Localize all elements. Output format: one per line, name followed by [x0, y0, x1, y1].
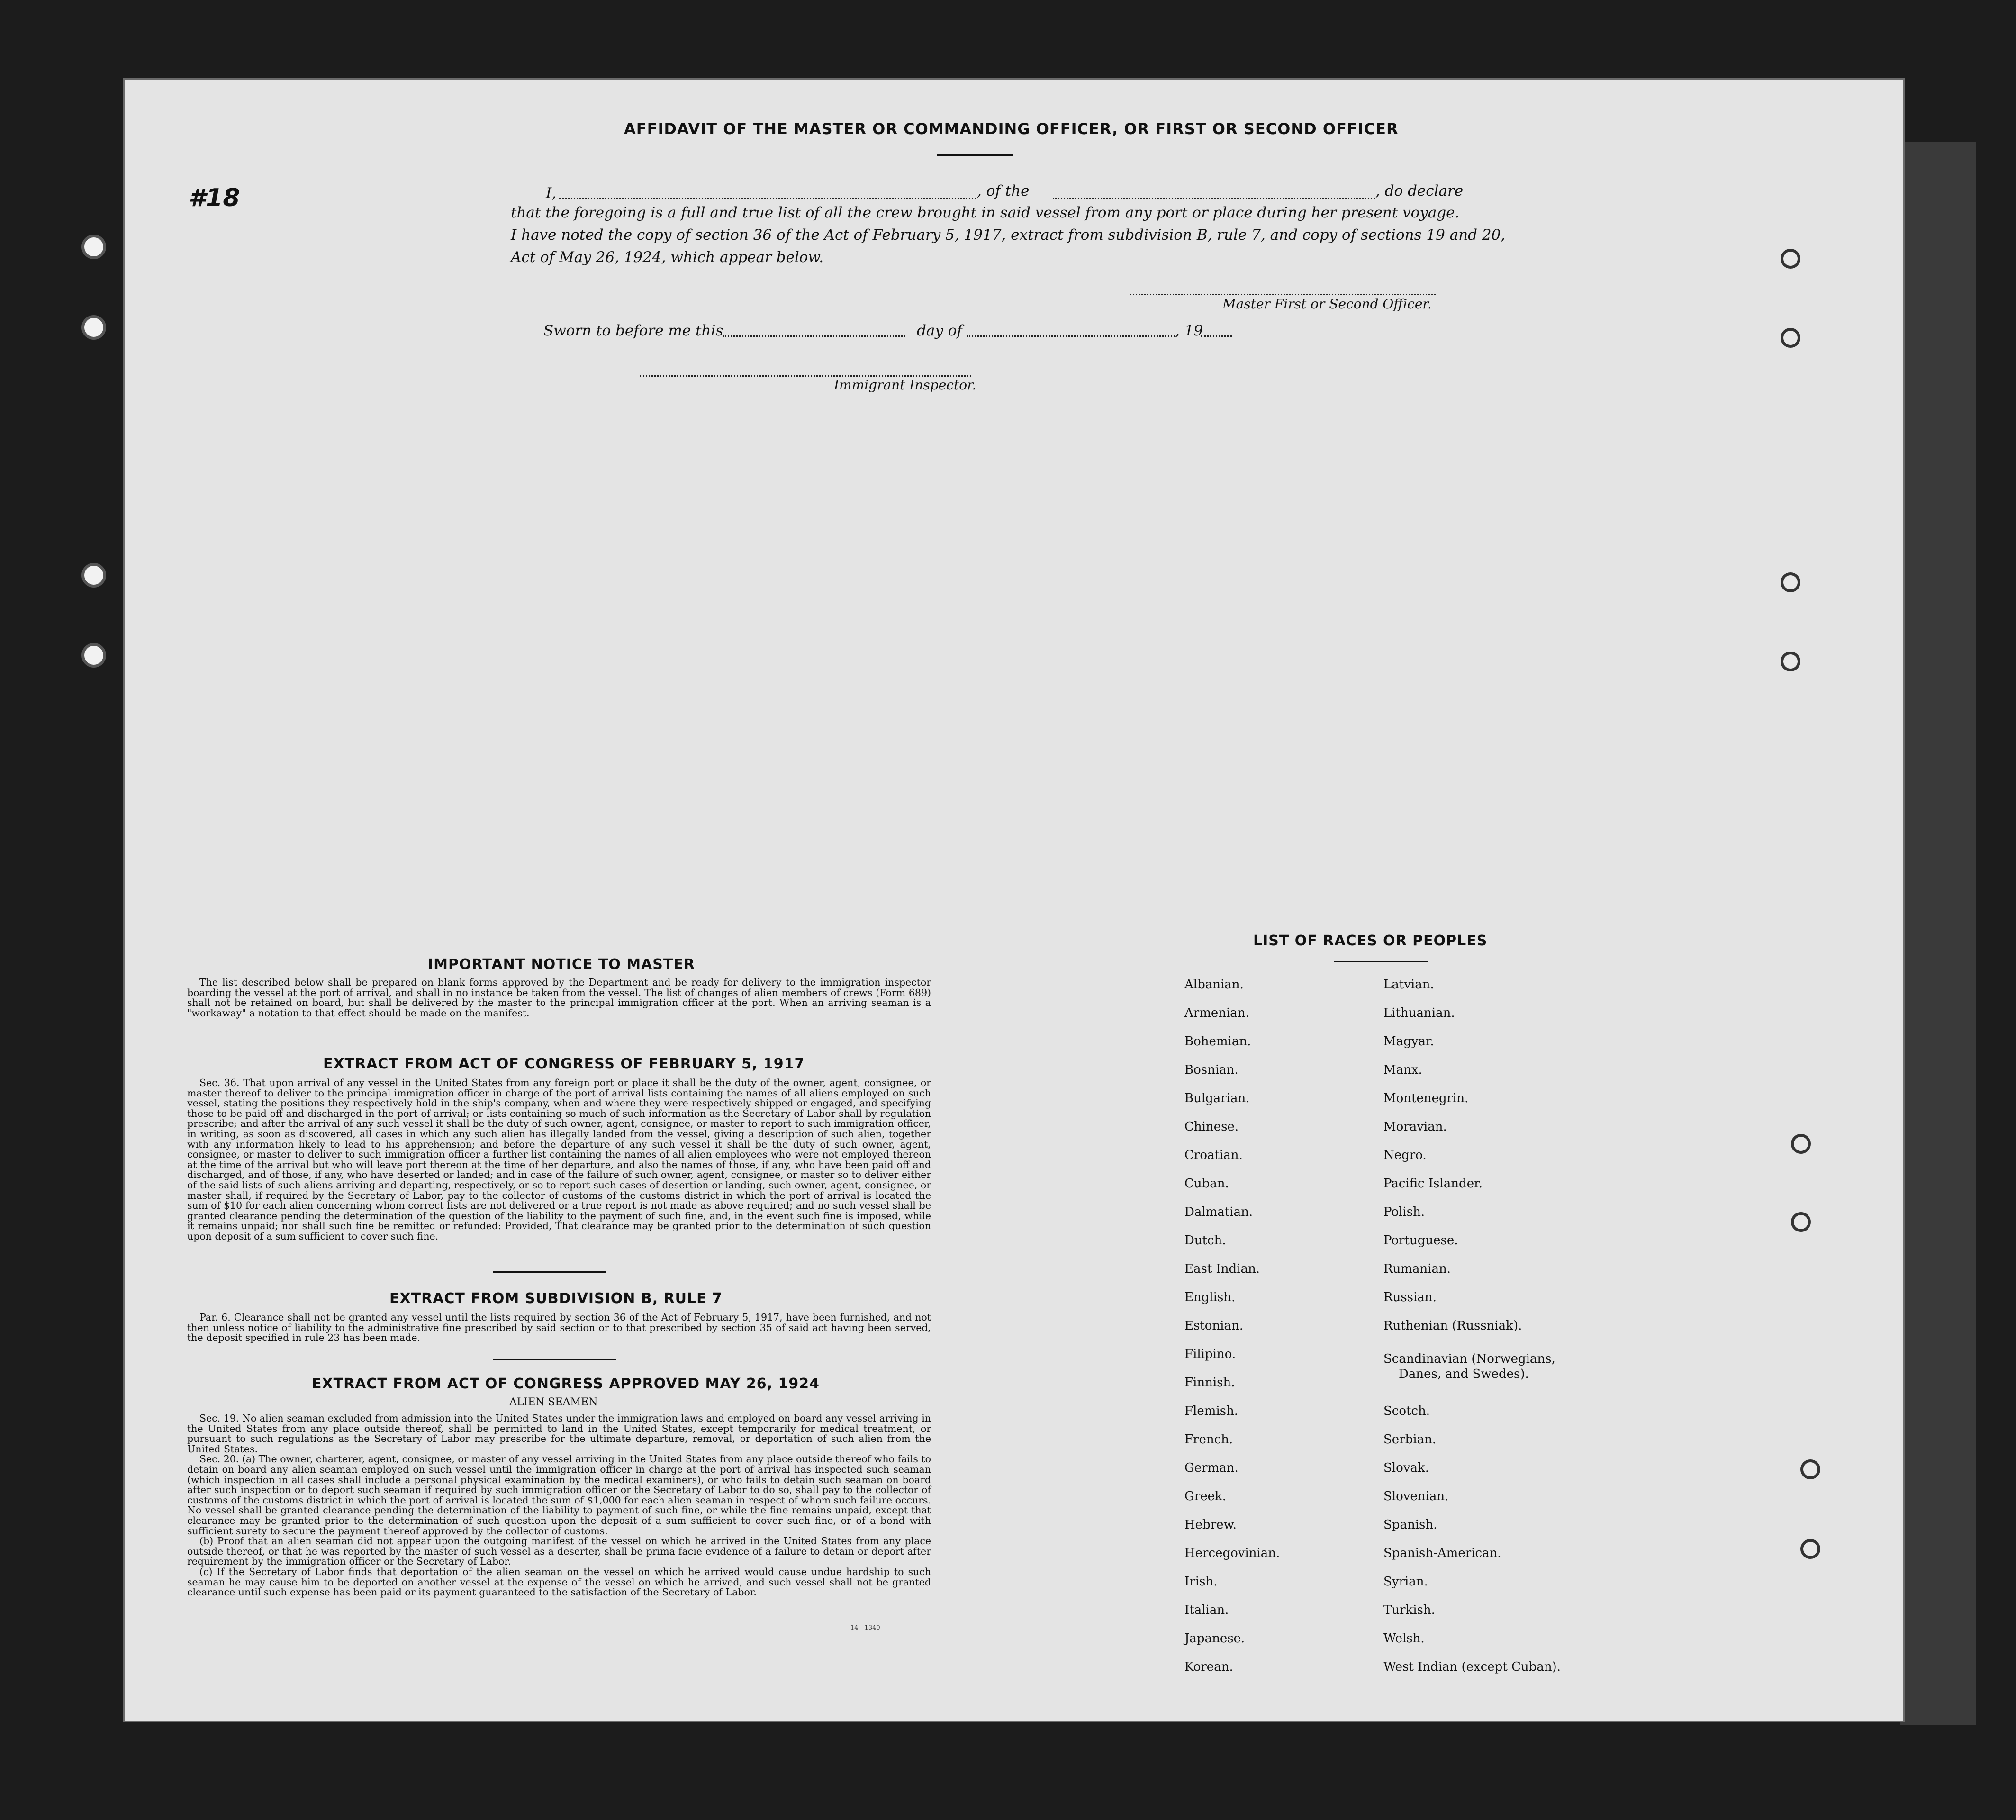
- inspector-signature-field[interactable]: [640, 375, 971, 377]
- rule7-title: EXTRACT FROM SUBDIVISION B, RULE 7: [389, 1290, 723, 1307]
- right-binder-hole-6: [1791, 1212, 1811, 1232]
- affidavit-of-the-label: , of the: [977, 182, 1030, 199]
- right-binder-hole-1: [1781, 249, 1800, 269]
- race-col2-item: Lithuanian.: [1383, 1006, 1455, 1020]
- race-col2-item: Moravian.: [1383, 1120, 1447, 1134]
- sec19-text: Sec. 19. No alien seaman excluded from admission into the United States under the immigration laws and employed on board any vessel arriving in the United States from any place outside thereof, shall be permitted to land in the United States, except temporarily for medical treatment, or pursuant to such regulations as the Secretary of Labor may prescribe for the ultimate departure, removal, or deportation of such alien from the United States.: [187, 1413, 931, 1455]
- day-of-label: day of: [917, 322, 962, 339]
- right-binder-hole-3: [1781, 572, 1800, 592]
- sworn-year-field[interactable]: [1201, 335, 1232, 337]
- race-col2-item: Welsh.: [1383, 1631, 1425, 1646]
- sec20b-text: (b) Proof that an alien seaman did not appear upon the outgoing manifest of the vessel on which he arrived in the United States from any place outside thereof, or that he was reported by the master of such vessel as a deserter, shall be prima facie evidence of a failure to detain or deport after requirement by the immigration officer or the Secretary of Labor.: [187, 1535, 931, 1567]
- vessel-name-field[interactable]: [1053, 198, 1375, 199]
- race-col2-item: Negro.: [1383, 1148, 1427, 1162]
- notice-text: The list described below shall be prepared on blank forms approved by the Department and be ready for delivery to the immigration inspector boarding the vessel at the port of arrival, and shall in no instance be taken from the vessel. The list of changes of alien members of crews (Form 689) shall not be retained on board, but shall be delivered by the master to the principal immigration officer at the port. When an arriving seaman is a "workaway" a notation to that effect should be made on the manifest.: [187, 977, 931, 1019]
- handwritten-margin-note: #18: [189, 184, 240, 212]
- left-binder-hole-3: [81, 563, 106, 588]
- race-col1-item: East Indian.: [1184, 1262, 1260, 1276]
- year-prefix-label: , 19: [1175, 322, 1203, 339]
- race-col2-item: Spanish-American.: [1383, 1546, 1501, 1560]
- affidavit-i-label: I,: [546, 185, 557, 202]
- race-col2-item: Portuguese.: [1383, 1233, 1458, 1248]
- right-binder-hole-2: [1781, 328, 1800, 348]
- race-col2-item: Spanish.: [1383, 1518, 1437, 1532]
- race-col1-item: Flemish.: [1184, 1404, 1239, 1418]
- race-col2-item: West Indian (except Cuban).: [1383, 1660, 1561, 1674]
- race-col2-item: Russian.: [1383, 1290, 1437, 1304]
- race-col2-item: Syrian.: [1383, 1575, 1428, 1589]
- sworn-day-field[interactable]: [723, 335, 905, 337]
- alien-seamen-subtitle: ALIEN SEAMEN: [509, 1396, 598, 1408]
- race-col1-item: Hercegovinian.: [1184, 1546, 1280, 1560]
- affidavit-line-3: I have noted the copy of section 36 of the Act of February 5, 1917, extract from subdivision B, rule 7, and copy of sections 19 and 20,: [511, 226, 1506, 244]
- race-col1-item: Greek.: [1184, 1489, 1226, 1503]
- race-col2-item: Pacific Islander.: [1383, 1177, 1483, 1191]
- extract-1917-rule: [493, 1271, 606, 1273]
- left-binder-hole-4: [81, 643, 106, 668]
- race-col1-item: Dutch.: [1184, 1233, 1226, 1248]
- extract-1917-title: EXTRACT FROM ACT OF CONGRESS OF FEBRUARY 5, 1917: [323, 1056, 805, 1072]
- race-col1-item: Chinese.: [1184, 1120, 1239, 1134]
- right-binder-hole-8: [1800, 1539, 1820, 1559]
- race-col1-item: Korean.: [1184, 1660, 1233, 1674]
- right-binder-hole-7: [1800, 1459, 1820, 1479]
- affidavit-declare-label: , do declare: [1375, 182, 1464, 199]
- extract-1924-text: [187, 1413, 931, 1598]
- affidavit-title-rule: [937, 154, 1013, 156]
- sec20a-text: Sec. 20. (a) The owner, charterer, agent, consignee, or master of any vessel arriving in the United States from any place outside thereof who fails to detain on board any alien seaman employed on such vessel until the immigration officer in charge at the port of arrival has inspected such seaman (which inspection in all cases shall include a personal physical examination by the medical examiners), or who fails to detain such seaman on board after such inspection or to deport such seaman if required by such immigration officer or the Secretary of Labor to do so, shall pay to the collector of customs of the customs district in which the port of arrival is located the sum of $1,000 for each alien seaman in respect of whom such failure occurs. No vessel shall be granted clearance pending the determination of the liability to payment of such fine, or while the fine remains unpaid, except that clearance may be granted prior to the determination of such question upon the deposit of a sum sufficient to cover such fine, or of a bond with sufficient surety to secure the payment thereof approved by the collector of customs.: [187, 1453, 931, 1537]
- race-col2-item: Slovenian.: [1383, 1489, 1449, 1503]
- race-col2-item: Magyar.: [1383, 1034, 1434, 1049]
- sworn-month-field[interactable]: [967, 335, 1175, 337]
- race-col2-item: Ruthenian (Russniak).: [1383, 1319, 1522, 1333]
- affidavit-title: AFFIDAVIT OF THE MASTER OR COMMANDING OFFICER, OR FIRST OR SECOND OFFICER: [624, 120, 1399, 138]
- extract-1924-title: EXTRACT FROM ACT OF CONGRESS APPROVED MAY 26, 1924: [312, 1376, 820, 1392]
- master-signature-label: Master First or Second Officer.: [1222, 296, 1432, 312]
- race-col1-item: Hebrew.: [1184, 1518, 1237, 1532]
- race-col1-item: French.: [1184, 1432, 1233, 1447]
- race-col1-item: Japanese.: [1184, 1631, 1245, 1646]
- race-col1-item: English.: [1184, 1290, 1236, 1304]
- race-col1-item: German.: [1184, 1461, 1239, 1475]
- right-binder-hole-4: [1781, 652, 1800, 671]
- race-col2-item: Slovak.: [1383, 1461, 1429, 1475]
- underlying-manifest-edge: [1900, 142, 1976, 1725]
- race-col1-item: Filipino.: [1184, 1347, 1236, 1361]
- race-col2-item: Manx.: [1383, 1063, 1422, 1077]
- race-col1-item: Bohemian.: [1184, 1034, 1251, 1049]
- left-binder-hole-1: [81, 235, 106, 259]
- sworn-label: Sworn to before me this: [543, 322, 723, 339]
- race-col2-item: Latvian.: [1383, 978, 1434, 992]
- sec20c-text: (c) If the Secretary of Labor finds that deportation of the alien seaman on the vessel on which he arrived would cause undue hardship to such seaman he may cause him to be deported on another vessel at the expense of the vessel on which he arrived, and such vessel shall not be granted clearance until such expense has been paid or its payment guaranteed to the satisfaction of the Secretary of Labor.: [187, 1566, 931, 1598]
- extract-1917-text: Sec. 36. That upon arrival of any vessel in the United States from any foreign port or place it shall be the duty of the owner, agent, consignee, or master thereof to deliver to the principal immigration officer in charge of the port of arrival lists containing the names of all aliens employed on such vessel, stating the positions they respectively hold in the ship's company, when and where they were respectively shipped or engaged, and specifying those to be paid off and discharged in the port of arrival; or lists containing so much of such information as the Secretary of Labor shall by regulation prescribe; and after the arrival of any such vessel it shall be the duty of such owner, agent, consignee, or master to report to such immigration officer, in writing, as soon as discovered, all cases in which any such alien has illegally landed from the vessel, giving a description of such alien, together with any information likely to lead to his apprehension; and before the departure of any such vessel it shall be the duty of such owner, agent, consignee, or master to deliver to such immigration officer a further list containing the names of all alien employees who were not employed thereon at the time of the arrival but who will leave port thereon at the time of her departure, and also the names of those, if any, who have been paid off and discharged, and of those, if any, who have deserted or landed; and in case of the failure of such owner, agent, consignee, or master so to deliver either of the said lists of such aliens arriving and departing, respectively, or so to report such cases of desertion or landing, such owner, agent, consignee, or master shall, if required by the Secretary of Labor, pay to the collector of customs of the customs district in which the port of arrival is located the sum of $10 for each alien concerning whom correct lists are not delivered or a true report is not made as above required; and no such vessel shall be granted clearance pending the determination of the question of the liability to the payment of such fine, and, in the event such fine is imposed, while it remains unpaid; nor shall such fine be remitted or refunded: Provided, That clearance may be granted prior to the determination of such question upon deposit of a sum sufficient to cover such fine.: [187, 1077, 931, 1242]
- affiant-name-field[interactable]: [559, 198, 976, 199]
- left-binder-hole-2: [81, 315, 106, 340]
- master-signature-field[interactable]: [1130, 294, 1436, 295]
- rule7-rule: [493, 1359, 616, 1360]
- race-col1-item: Bulgarian.: [1184, 1091, 1250, 1105]
- affidavit-line-2: that the foregoing is a full and true list of all the crew brought in said vessel from any port or place during her present voyage.: [511, 204, 1460, 221]
- race-col2-item: Polish.: [1383, 1205, 1425, 1219]
- race-col1-item: Croatian.: [1184, 1148, 1243, 1162]
- race-col1-item: Albanian.: [1184, 978, 1244, 992]
- races-title: LIST OF RACES OR PEOPLES: [1253, 933, 1488, 949]
- race-col1-item: Italian.: [1184, 1603, 1229, 1617]
- race-col1-item: Armenian.: [1184, 1006, 1249, 1020]
- race-col1-item: Finnish.: [1184, 1376, 1235, 1390]
- race-col1-item: Bosnian.: [1184, 1063, 1239, 1077]
- race-col2-item: Scotch.: [1383, 1404, 1430, 1418]
- inspector-label: Immigrant Inspector.: [834, 377, 976, 393]
- race-col1-item: Dalmatian.: [1184, 1205, 1253, 1219]
- race-col2-item-continuation: Danes, and Swedes).: [1399, 1367, 1529, 1381]
- race-col2-item: Rumanian.: [1383, 1262, 1451, 1276]
- race-col2-item: Montenegrin.: [1383, 1091, 1469, 1105]
- races-title-rule: [1334, 961, 1428, 962]
- rule7-text: Par. 6. Clearance shall not be granted any vessel until the lists required by section 36 of the Act of February 5, 1917, have been furnished, and not then unless notice of liability to the administrative fine prescribed by said section or to that prescribed by section 35 of said act having been served, the deposit specified in rule 23 has been made.: [187, 1312, 931, 1344]
- race-col1-item: Irish.: [1184, 1575, 1218, 1589]
- race-col2-item: Serbian.: [1383, 1432, 1437, 1447]
- notice-title: IMPORTANT NOTICE TO MASTER: [428, 956, 695, 973]
- form-number: 14—1340: [850, 1624, 880, 1631]
- race-col1-item: Estonian.: [1184, 1319, 1243, 1333]
- right-binder-hole-5: [1791, 1134, 1811, 1154]
- affidavit-line-4: Act of May 26, 1924, which appear below.: [511, 249, 824, 266]
- race-col1-item: Cuban.: [1184, 1177, 1229, 1191]
- race-col2-item: Turkish.: [1383, 1603, 1435, 1617]
- race-col2-item: Scandinavian (Norwegians,: [1383, 1352, 1555, 1366]
